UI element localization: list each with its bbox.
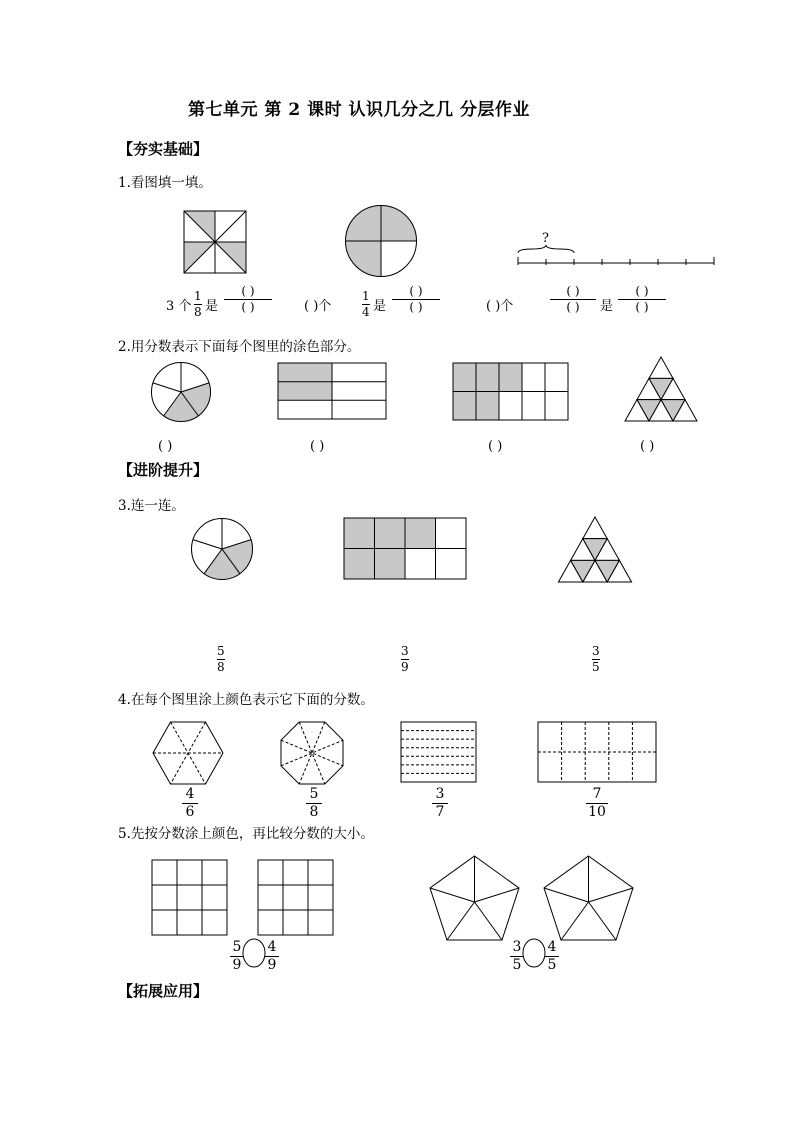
q1b-unit-fraction	[362, 290, 370, 318]
numerator: 5	[232, 939, 242, 955]
q1c-prefix[interactable]: ( )个	[486, 299, 514, 314]
numerator: 3	[401, 644, 409, 658]
numerator: 3	[435, 786, 445, 802]
q2-rect-tenths	[453, 363, 568, 420]
q4-fraction-1	[182, 787, 198, 819]
answer-numerator[interactable]: ( )	[635, 284, 649, 298]
q3-fraction-1[interactable]	[217, 645, 225, 673]
q1a-is: 是	[205, 299, 219, 314]
q1-text: 1.看图填一填。	[118, 175, 212, 191]
q1-square-figure	[184, 211, 246, 273]
q5-pentagon-2[interactable]	[544, 856, 633, 940]
denominator: 6	[185, 803, 195, 820]
q1a-answer-fraction[interactable]	[224, 285, 272, 313]
unit-denominator[interactable]: ( )	[566, 299, 580, 314]
q4-octagon[interactable]	[281, 722, 343, 784]
q3-rect-eighths	[344, 518, 466, 579]
denominator: 7	[435, 803, 445, 820]
denominator: 5	[592, 659, 600, 674]
numerator: 1	[362, 289, 370, 303]
q1-circle-figure	[345, 205, 417, 277]
q4-rect-sevenths[interactable]	[401, 722, 476, 782]
q5-compare2-circle[interactable]	[522, 938, 546, 968]
answer-numerator[interactable]: ( )	[241, 284, 255, 298]
q5-compare1-circle[interactable]	[242, 938, 266, 968]
section-basic: 【夯实基础】	[118, 140, 209, 158]
q1b-prefix[interactable]: ( )个	[304, 299, 332, 314]
q1a-unit-fraction	[194, 290, 202, 318]
q5-compare1-right	[265, 940, 279, 972]
q2-blank-4[interactable]: ( )	[640, 439, 655, 454]
denominator: 10	[588, 803, 606, 820]
q4-text: 4.在每个图里涂上颜色表示它下面的分数。	[118, 692, 374, 708]
q1c-unit-fraction[interactable]	[550, 285, 596, 313]
q3-fraction-3[interactable]	[592, 645, 600, 673]
q2-blank-2[interactable]: ( )	[310, 439, 325, 454]
q1b-answer-fraction[interactable]	[392, 285, 440, 313]
q4-fraction-3	[432, 787, 448, 819]
numerator: 4	[267, 939, 277, 955]
denominator: 8	[309, 803, 319, 820]
q4-hexagon[interactable]	[153, 722, 223, 784]
denominator: 8	[194, 304, 202, 319]
q3-circle-fifths	[191, 518, 253, 580]
q1c-is: 是	[600, 299, 614, 314]
q5-grid-2[interactable]	[258, 860, 333, 935]
q2-circle-fifths	[151, 362, 211, 422]
q1-question-mark: ?	[542, 231, 549, 246]
q4-rect-tenths[interactable]	[538, 722, 656, 782]
q2-text: 2.用分数表示下面每个图里的涂色部分。	[118, 339, 361, 355]
q1a-prefix: 3 个	[166, 299, 192, 314]
q3-fraction-2[interactable]	[401, 645, 409, 673]
numerator: 3	[592, 644, 600, 658]
denominator: 9	[267, 956, 277, 973]
q5-text: 5.先按分数涂上颜色，再比较分数的大小。	[118, 826, 374, 842]
answer-denominator[interactable]: ( )	[635, 299, 649, 314]
q3-text: 3.连一连。	[118, 498, 185, 514]
unit-numerator[interactable]: ( )	[566, 284, 580, 298]
numerator: 5	[309, 786, 319, 802]
denominator: 9	[401, 659, 409, 674]
denominator: 5	[547, 956, 557, 973]
numerator: 4	[185, 786, 195, 802]
q2-blank-3[interactable]: ( )	[488, 439, 503, 454]
answer-denominator[interactable]: ( )	[241, 299, 255, 314]
answer-denominator[interactable]: ( )	[409, 299, 423, 314]
numerator: 7	[592, 786, 602, 802]
q5-pentagon-1[interactable]	[430, 856, 519, 940]
numerator: 5	[217, 644, 225, 658]
page-title: 第七单元 第 2 课时 认识几分之几 分层作业	[188, 100, 530, 120]
q1c-answer-fraction[interactable]	[618, 285, 666, 313]
denominator: 5	[512, 956, 522, 973]
answer-numerator[interactable]: ( )	[409, 284, 423, 298]
section-extension: 【拓展应用】	[118, 982, 209, 1000]
q1-number-line	[518, 245, 714, 269]
section-advanced: 【进阶提升】	[118, 461, 209, 479]
numerator: 3	[512, 939, 522, 955]
denominator: 9	[232, 956, 242, 973]
denominator: 4	[362, 304, 370, 319]
q5-grid-1[interactable]	[152, 860, 227, 935]
q5-compare2-right	[545, 940, 559, 972]
q2-triangle-ninths	[625, 357, 697, 421]
numerator: 4	[547, 939, 557, 955]
denominator: 8	[217, 659, 225, 674]
q1b-is: 是	[373, 299, 387, 314]
q3-triangle-ninths	[558, 517, 632, 582]
q4-fraction-2	[306, 787, 322, 819]
q2-rect-sixths	[278, 363, 386, 419]
numerator: 1	[194, 289, 202, 303]
q2-blank-1[interactable]: ( )	[158, 439, 173, 454]
q4-fraction-4	[586, 787, 608, 819]
